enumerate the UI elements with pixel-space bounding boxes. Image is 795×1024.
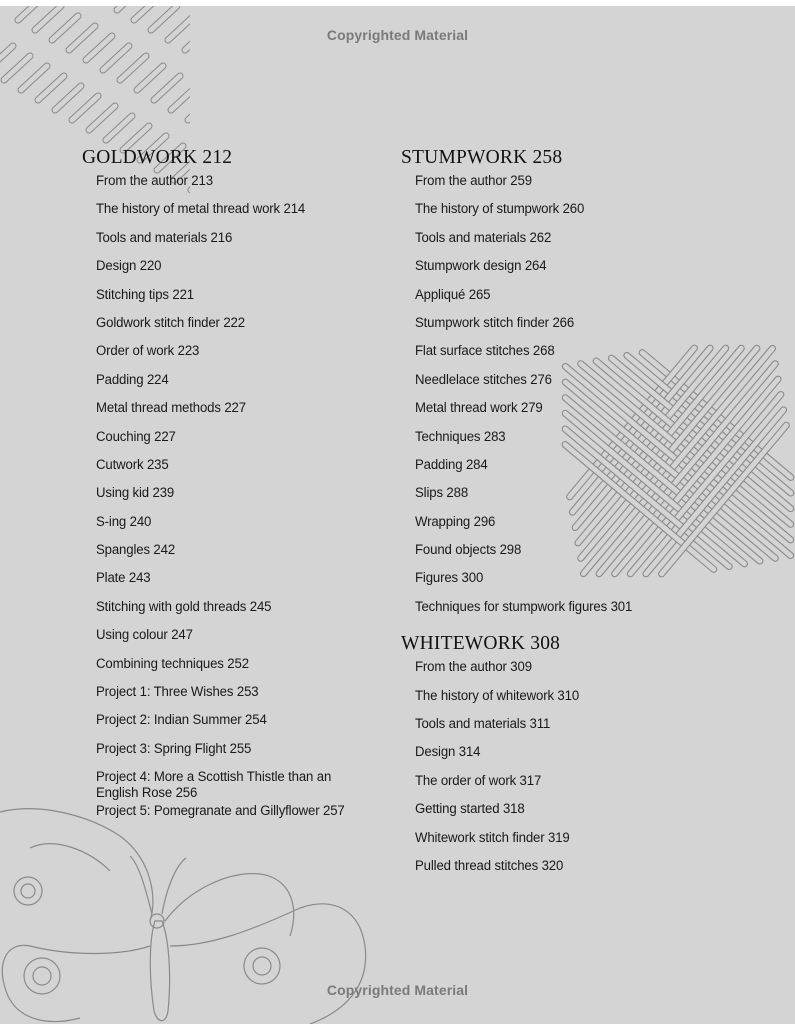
toc-entry-text: The history of metal thread work 214 [96,201,306,218]
toc-entry [415,542,721,570]
toc-entry [96,201,392,229]
toc-entry [415,173,721,201]
section-title-stumpwork: STUMPWORK 258 [401,147,563,168]
toc-entry-text: S-ing 240 [96,513,152,530]
toc-entry-text: Getting started 318 [415,801,525,818]
toc-entry-text: Cutwork 235 [96,456,169,473]
toc-entry-text: Slips 288 [415,485,469,502]
toc-entry [96,258,392,286]
toc-entry-text: Project 3: Spring Flight 255 [96,740,252,757]
toc-entry [415,457,721,485]
toc-entry-text: Project 2: Indian Summer 254 [96,712,267,729]
right-column [401,143,721,886]
copyright-watermark-top: Copyrighted Material [326,27,469,43]
toc-entry [415,659,721,687]
toc-entry-text: Project 4: More a Scottish Thistle than an English Rose 256 [96,769,332,802]
toc-entry [415,400,721,428]
toc-entry [96,343,392,371]
toc-entry [96,429,392,457]
toc-entry [415,315,721,343]
toc-entry-text: The order of work 317 [415,772,542,789]
toc-entry [415,599,721,627]
toc-entry [96,627,392,655]
toc-entry-text: Stitching tips 221 [96,286,194,303]
toc-entry [415,429,721,457]
toc-entry [415,201,721,229]
toc-entry-text: Combining techniques 252 [96,655,249,672]
toc-entry [415,230,721,258]
toc-entry [415,716,721,744]
goldwork-contents-list [82,173,392,832]
toc-entry-text: Tools and materials 311 [415,716,551,733]
toc-entry [96,712,392,740]
toc-entry [415,287,721,315]
toc-entry-text: Stumpwork stitch finder 266 [415,314,575,331]
toc-entry [415,372,721,400]
toc-entry [96,457,392,485]
toc-entry-text: Needlelace stitches 276 [415,371,552,388]
goldwork-section [82,143,392,832]
toc-entry-text: Padding 284 [415,456,488,473]
section-title-goldwork: GOLDWORK 212 [82,147,233,168]
toc-entry-text: Wrapping 296 [415,513,496,530]
toc-entry-text: The history of whitework 310 [415,687,580,704]
toc-entry [96,400,392,428]
toc-entry [96,287,392,315]
toc-entry [415,801,721,829]
toc-entry [96,803,392,831]
toc-entry [415,744,721,772]
toc-entry-text: Project 1: Three Wishes 253 [96,684,259,701]
toc-entry-text: From the author 213 [96,173,213,189]
toc-entry-text: Plate 243 [96,570,151,587]
copyright-watermark-bottom: Copyrighted Material [326,982,469,998]
toc-entry-text: Appliqué 265 [415,286,491,303]
toc-entry-text: From the author 259 [415,173,532,189]
toc-entry-text: Spangles 242 [96,542,176,559]
toc-entry [415,830,721,858]
toc-entry-text: Stumpwork design 264 [415,258,547,275]
whitework-section [401,629,721,886]
toc-entry [415,343,721,371]
stumpwork-section [401,143,721,627]
whitework-contents-list [401,659,721,886]
toc-entry-text: Design 220 [96,258,162,275]
toc-entry-text: The history of stumpwork 260 [415,201,585,218]
toc-entry [415,858,721,886]
toc-entry-text: Design 314 [415,744,481,761]
toc-entry [96,656,392,684]
section-title-whitework: WHITEWORK 308 [401,633,561,655]
toc-entry-text: Metal thread work 279 [415,400,543,417]
toc-entry [96,230,392,258]
toc-entry-text: Goldwork stitch finder 222 [96,314,245,331]
toc-entry [96,485,392,513]
toc-entry [96,741,392,769]
toc-entry-text: Tools and materials 262 [415,229,552,246]
toc-entry-text: Stitching with gold threads 245 [96,598,272,615]
toc-entry [415,570,721,598]
toc-entry [96,542,392,570]
toc-entry [96,570,392,598]
toc-entry-text: Using colour 247 [96,627,193,644]
toc-entry-text: Order of work 223 [96,343,200,360]
toc-entry [415,688,721,716]
toc-entry-text: Couching 227 [96,428,176,445]
stumpwork-contents-list [401,173,721,627]
toc-entry-text: Figures 300 [415,570,484,587]
toc-entry [415,773,721,801]
book-page [0,6,795,1024]
toc-entry [96,684,392,712]
toc-entry-text: Whitework stitch finder 319 [415,829,570,846]
toc-entry-text: Flat surface stitches 268 [415,343,555,360]
toc-entry [96,315,392,343]
toc-entry-text: Techniques 283 [415,428,506,445]
toc-entry-text: Metal thread methods 227 [96,400,246,417]
toc-entry-text: Project 5: Pomegranate and Gillyflower 257 [96,803,345,820]
toc-entry-text: From the author 309 [415,659,532,676]
toc-entry [96,514,392,542]
toc-entry [415,485,721,513]
toc-entry-text: Padding 224 [96,371,169,388]
toc-entry [415,514,721,542]
toc-entry [96,372,392,400]
toc-entry-text: Found objects 298 [415,542,522,559]
toc-entry [415,258,721,286]
toc-entry-text: Pulled thread stitches 320 [415,857,564,874]
toc-entry [96,599,392,627]
toc-entry-text: Techniques for stumpwork figures 301 [415,598,633,615]
toc-entry-text: Using kid 239 [96,485,175,502]
toc-entry-text: Tools and materials 216 [96,229,233,246]
toc-entry [96,173,392,201]
toc-entry [96,769,392,801]
